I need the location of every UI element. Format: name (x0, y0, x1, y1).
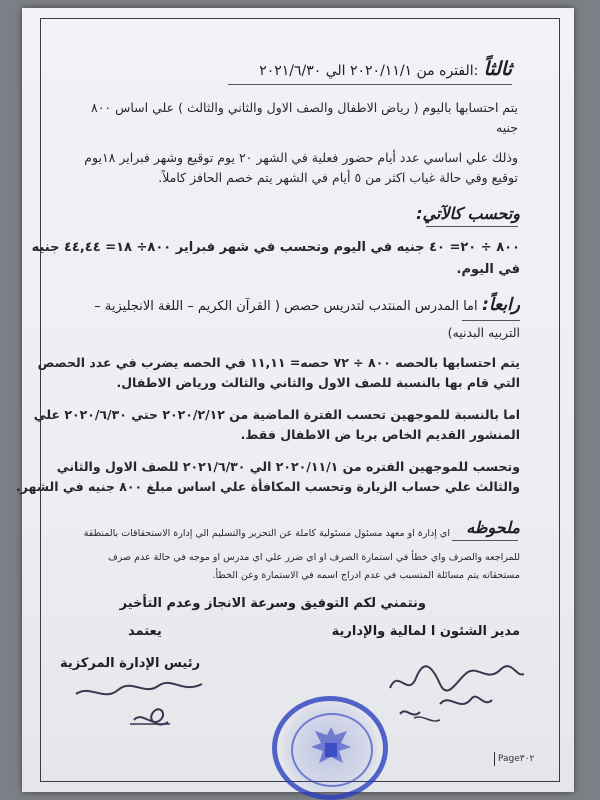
section3-p1-line2: جنيه (496, 120, 518, 135)
left-approve-label: يعتمد (128, 624, 162, 639)
section4-label: رابعاً: (482, 295, 520, 315)
left-handwritten-signature (70, 674, 210, 744)
section4-p1-line1: يتم احتسابها بالحصه ٨٠٠ ÷ ٧٢ حصه= ١١,١١ في الحصه يضرب في عدد الحصص (37, 355, 520, 370)
section3-label: ثالثاً (483, 58, 512, 80)
section4-p1-line2: التي قام بها بالنسبة للصف الاول والثاني والثالث ورياض الاطفال. (116, 375, 520, 390)
right-signatory-title: مدير الشئون ا لمالية والإدارية (331, 624, 520, 639)
left-signatory-title: رئيس الإدارة المركزية (60, 656, 201, 671)
closing-text: ونتمني لكم التوفيق وسرعة الانجاز وعدم التأخير (119, 596, 426, 611)
calc-line2: في اليوم. (456, 262, 520, 277)
calc-heading: وتحسب كالآتي: (416, 204, 520, 223)
section3-p2-line1: وذلك علي اساسي عدد أيام حضور فعلية في الشهر ٢٠ يوم توقيع وشهر فبراير ١٨يوم (84, 150, 518, 165)
page-number: Page٣٠٢ (498, 754, 535, 764)
section4-p3-line1: وتحسب للموجهين الفتره من ٢٠٢٠/١١/١ الي ٢٠٢١/٦/٣٠ للصف الاول والثاني (56, 459, 520, 474)
eagle-emblem-icon (303, 719, 359, 775)
calc-line1: ٨٠٠ ÷ ٢٠= ٤٠ جنيه في اليوم وتحسب في شهر فبراير ٨٠٠÷ ١٨= ٤٤,٤٤ جنيه (31, 240, 520, 255)
section3-p1-line1: يتم احتسابها باليوم ( رياض الاطفال والصف الاول والثاني والثالث ) علي اساس ٨٠٠ (90, 100, 518, 115)
section3-header (259, 58, 512, 80)
note-line2: للمراجعه والصرف واي خطأ في استمارة الصرف او اي ضرر علي اي مدرس او موجه في حالة عدم صرف (107, 552, 520, 563)
section4-header (94, 295, 520, 315)
section3-underline (228, 84, 512, 85)
section4-underline (462, 320, 520, 321)
note-line3: مستحقاته يتم مسائلة المتسبب في عدم ادراج اسمه في الاستمارة وعن الخطأ. (212, 570, 520, 581)
right-handwritten-signature (380, 648, 530, 728)
section3-title: :الفتره من ٢٠٢٠/١١/١ الي ٢٠٢١/٦/٣٠ (259, 63, 479, 79)
section4-text-line1: اما المدرس المنتدب لتدريس حصص ( القرآن الكريم – اللغة الانجليزية – (94, 299, 478, 314)
section3-p2-line2: توقيع وفي حالة غياب اكثر من ٥ أيام في الشهر يتم خصم الحافز كاملاً. (158, 170, 518, 185)
note-line1: اي إدارة او معهد مسئول مسئولية كاملة عن التحرير والتسليم الي إدارة الاستحقاقات بالمنطقة (83, 528, 450, 539)
calc-underline (426, 226, 518, 227)
section4-p2-line1: اما بالنسبة للموجهين تحسب الفترة الماضية من ٢٠٢٠/٢/١٢ حتي ٢٠٢٠/٦/٣٠ علي (33, 407, 520, 422)
official-seal (272, 696, 388, 800)
note-underline (452, 540, 518, 541)
footer-divider (494, 752, 495, 766)
section4-p3-line2: والثالث علي حساب الزيارة وتحسب المكافأة علي اساس مبلغ ٨٠٠ جنيه في الشهر. (16, 479, 520, 494)
section4-text-line2: التربيه البدنيه) (447, 325, 520, 340)
note-label: ملحوظه (466, 518, 520, 537)
section4-p2-line2: المنشور القديم الخاص بريا ض الاطفال فقط. (240, 427, 520, 442)
